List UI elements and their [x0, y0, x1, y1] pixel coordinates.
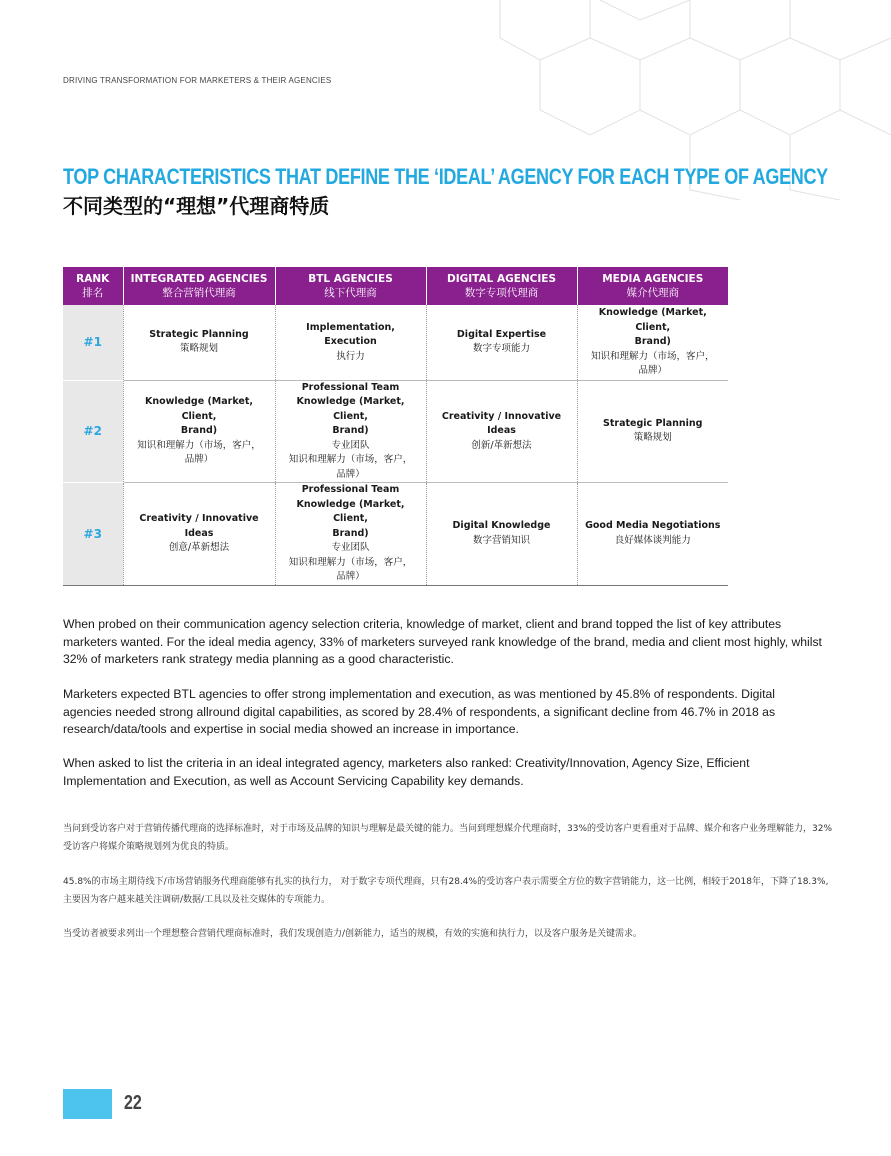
table-cell: Implementation, Execution 执行力	[275, 305, 426, 380]
table-cell: Professional Team Knowledge (Market, Client, Brand) 专业团队 知识和理解力（市场，客户， 品牌）	[275, 380, 426, 483]
body-paragraph-3: When asked to list the criteria in an ideal integrated agency, marketers also ranked: Creativity/Innovation, Agency Size, Efficient Implementation and Execution, as well as Account Servicing Capability key demands.	[63, 756, 750, 788]
table-cell: Professional Team Knowledge (Market, Client, Brand) 专业团队 知识和理解力（市场，客户， 品牌）	[275, 483, 426, 586]
rank-cell: #3	[63, 483, 123, 586]
page-title-english: TOP CHARACTERISTICS THAT DEFINE THE ‘IDEAL’ AGENCY FOR EACH TYPE OF AGENCY	[63, 164, 828, 189]
table-cell: Creativity / Innovative Ideas 创新/革新想法	[426, 380, 577, 483]
table-cell: Strategic Planning 策略规划	[577, 380, 728, 483]
table-row	[63, 305, 728, 380]
table-cell: Digital Expertise 数字专项能力	[426, 305, 577, 380]
header-media: MEDIA AGENCIES 媒介代理商	[577, 267, 728, 305]
table-cell: Knowledge (Market, Client, Brand) 知识和理解力（市场，客户， 品牌）	[123, 380, 275, 483]
body-paragraph-1: When probed on their communication agency selection criteria, knowledge of market, client and brand topped the list of key attributes marketers wanted. For the ideal media agency, 33% of marketers surveyed rank knowledge of the brand, media and client most highly, whilst 32% of marketers rank strategy media planning as a good characteristic.	[63, 617, 822, 666]
header-digital: DIGITAL AGENCIES 数字专项代理商	[426, 267, 577, 305]
body-paragraph-cn-2: 45.8%的市场主期待线下/市场营销服务代理商能够有扎实的执行力， 对于数字专项代理商，只有28.4%的受访客户表示需要全方位的数字营销能力，这一比例，相较于2018年，下降了18.3%, 主要因为客户越来越关注调研/数据/工具以及社交媒体的专项能力。	[63, 877, 829, 905]
table-cell: Digital Knowledge 数字营销知识	[426, 483, 577, 586]
table-row	[63, 483, 728, 586]
page-number-bar	[63, 1089, 112, 1119]
body-paragraph-cn-3: 当受访者被要求列出一个理想整合营销代理商标准时，我们发现创造力/创新能力，适当的规模，有效的实施和执行力，以及客户服务是关键需求。	[63, 929, 643, 939]
ideal-agency-table	[63, 267, 728, 586]
header-btl: BTL AGENCIES 线下代理商	[275, 267, 426, 305]
header-integrated: INTEGRATED AGENCIES 整合营销代理商	[123, 267, 275, 305]
table-header-row	[63, 267, 728, 305]
table-cell: Good Media Negotiations 良好媒体谈判能力	[577, 483, 728, 586]
header-rank: RANK 排名	[63, 267, 123, 305]
table-cell: Knowledge (Market, Client, Brand) 知识和理解力（市场，客户， 品牌）	[577, 305, 728, 380]
rank-cell: #1	[63, 305, 123, 380]
table-cell: Creativity / Innovative Ideas 创意/革新想法	[123, 483, 275, 586]
page-number: 22	[124, 1092, 142, 1114]
page-title-chinese: 不同类型的“理想”代理商特质	[63, 194, 330, 218]
body-paragraph-2: Marketers expected BTL agencies to offer strong implementation and execution, as was mentioned by 45.8% of respondents. Digital agencies needed strong allround digital capabilities, as scored by 28.4% of respondents, a significant decline from 46.7% in 2018 as research/data/tools and expertise in social media showed an increase in importance.	[63, 687, 776, 736]
rank-cell: #2	[63, 380, 123, 483]
body-paragraph-cn-1: 当问到受访客户对于营销传播代理商的选择标准时，对于市场及品牌的知识与理解是最关键的能力。当问到理想媒介代理商时，33%的受访客户更看重对于品牌、媒介和客户业务理解能力，32%受访客户将媒介策略规划列为优良的特质。	[63, 824, 833, 852]
table-cell: Strategic Planning 策略规划	[123, 305, 275, 380]
table-row	[63, 380, 728, 483]
running-header: DRIVING TRANSFORMATION FOR MARKETERS & THEIR AGENCIES	[63, 76, 332, 85]
